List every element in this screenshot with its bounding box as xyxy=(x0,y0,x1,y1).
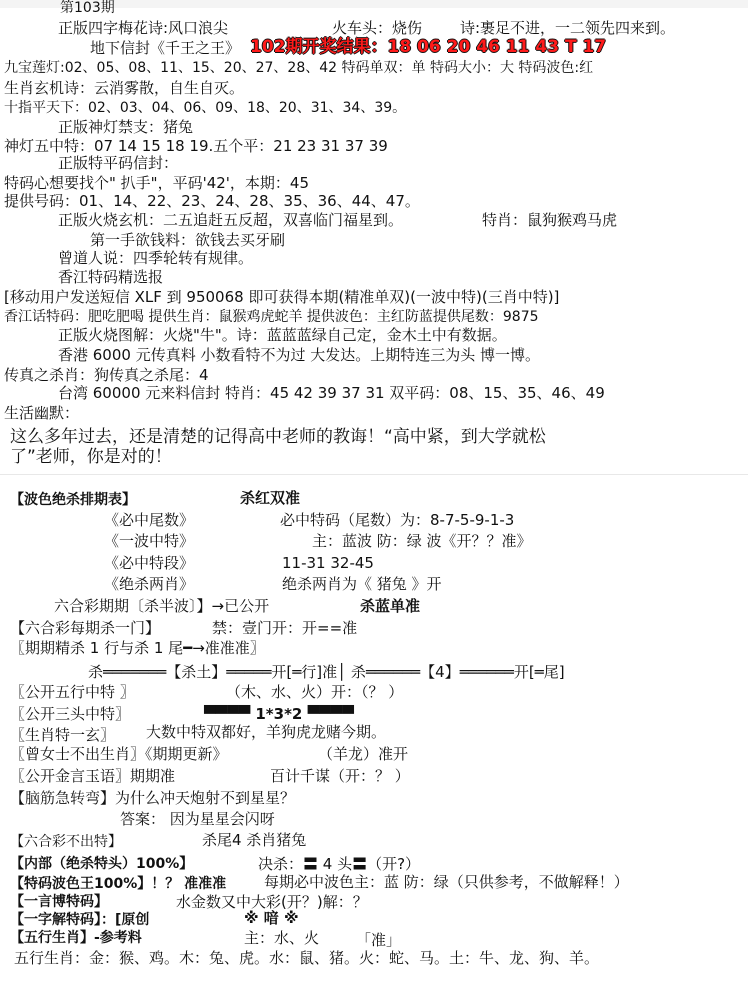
five-elements-zodiac-main: 主：水、火 xyxy=(244,929,320,947)
kill-red-double: 杀红双准 xyxy=(240,489,301,507)
five-elements-zodiac-label: 【五行生肖】-参考料 xyxy=(10,930,142,946)
kill-earth-row: 杀═══════【杀土】═════开[═行]准│ 杀══════【4】══════开[═尾] xyxy=(88,663,565,681)
internal-kill-value: 决杀：〓 4 头〓（开?） xyxy=(258,855,421,873)
brain-teaser-answer: 答案： 因为星星会闪呀 xyxy=(120,810,275,828)
five-elements-value: （木、水、火）开：（？ ） xyxy=(226,683,404,701)
underground-envelope: 地下信封《千王之王》 xyxy=(90,39,241,57)
plum-poem: 正版四字梅花诗:风口浪尖 xyxy=(58,19,229,37)
internal-kill-label: 【内部（绝杀特头）100%】 xyxy=(10,856,194,872)
one-char-label: 【一字解特码】：[原创 xyxy=(10,912,150,928)
kill-one-gate-value: 禁：壹门开：开==准 xyxy=(212,619,358,637)
ms-zeng-value: （羊龙）准开 xyxy=(318,745,409,763)
wave-kill-table-title: 【波色绝杀排期表】 xyxy=(10,492,136,508)
issue-number: 第103期 xyxy=(60,0,115,16)
zodiac-mystery-value: 大数中特双都好，羊狗虎龙赌今期。 xyxy=(146,723,387,741)
one-word-label: 【一言博特码】 xyxy=(10,894,108,910)
brain-teaser-question: 【脑筋急转弯】为什么冲天炮射不到星星？ xyxy=(10,789,296,807)
no-special-value: 杀尾4 杀肖猪兔 xyxy=(202,831,307,849)
fax-kill-zodiac: 传真之杀肖：狗传真之杀尾：4 xyxy=(4,366,209,384)
kill-two-value: 绝杀两肖为《 猪兔 》开 xyxy=(282,575,442,593)
hk-fax-material: 香港 6000 元传真料 小数看特不为过 大发达。上期特连三为头 博一博。 xyxy=(58,346,541,364)
special-zodiac: 特肖：鼠狗猴鸡马虎 xyxy=(482,211,618,229)
kill-blue-single: 杀蓝单准 xyxy=(360,597,421,615)
five-elements-zodiac-mark: 「准」 xyxy=(356,931,402,949)
hongkong-selection: 香江特码精选报 xyxy=(58,268,164,286)
one-wave-value: 主：蓝波 防：绿 波《开？？准》 xyxy=(312,532,532,550)
ten-fingers-line: 十指平天下：02、03、04、06、09、18、20、31、34、39。 xyxy=(4,100,407,116)
xiangjiang-talk: 香江话特码：肥吃肥喝 提供生肖：鼠猴鸡虎蛇羊 提供波色：主红防蓝提供尾数：9875 xyxy=(4,309,539,325)
poem-line: 诗:裹足不进，一二领先四来到。 xyxy=(460,19,676,37)
five-elements-zodiac-list: 五行生肖：金：猴、鸡。木：兔、虎。水：鼠、猪。火：蛇、马。土：牛、龙、狗、羊。 xyxy=(14,949,600,967)
life-humor-title: 生活幽默： xyxy=(4,404,80,422)
fire-mystery: 正版火烧玄机：二五追赶五反超，双喜临门福星到。 xyxy=(58,211,404,229)
lamp-ban: 正版神灯禁支：猪兔 xyxy=(58,118,194,136)
lamp-five-numbers: 神灯五中特：07 14 15 18 19.五个平：21 23 31 37 39 xyxy=(4,137,388,155)
no-special-label: 【六合彩不出特】 xyxy=(10,834,122,850)
zodiac-mystery-poem: 生肖玄机诗：云消雾散，自生自灭。 xyxy=(4,79,245,97)
must-tail-label: 《必中尾数》 xyxy=(104,511,195,529)
humor-text-2: 了”老师，你是对的！ xyxy=(10,447,172,467)
must-segment-label: 《必中特段》 xyxy=(104,554,195,572)
golden-words-value: 百计千谋（开：？ ） xyxy=(270,767,410,785)
special-flat-envelope: 正版特平码信封： xyxy=(58,154,179,172)
one-word-value: 水金数又中大彩(开？)解：？ xyxy=(176,893,368,911)
one-wave-label: 《一波中特》 xyxy=(104,532,195,550)
sms-promo: [移动用户发送短信 XLF 到 950068 即可获得本期(精准单双)(一波中特)(三肖中特)] xyxy=(4,288,560,306)
kill-two-label: 《绝杀两肖》 xyxy=(104,575,195,593)
zodiac-mystery-label: 〖生肖特一玄〗 xyxy=(10,726,116,744)
kill-half-wave: 六合彩期期〔杀半波〕】→已公开 xyxy=(54,597,270,615)
three-heads-label: 〖公开三头中特〗 xyxy=(10,705,131,723)
special-pickpocket: 特码心想要找个" 扒手"，平码'42'，本期：45 xyxy=(4,174,309,192)
fire-diagram: 正版火烧图解：火烧"牛"。诗：蓝蓝蓝绿自己定，金木土中有数据。 xyxy=(58,326,507,344)
one-char-value: ※ 喑 ※ xyxy=(244,909,299,927)
must-tail-value: 必中特码（尾数）为：8-7-5-9-1-3 xyxy=(280,511,515,529)
five-elements-label: 〖公开五行中特 〗 xyxy=(10,683,135,701)
ms-zeng-label: 〖曾女士不出生肖〗《期期更新》 xyxy=(10,745,228,763)
first-hand-info: 第一手欲钱料：欲钱去买牙刷 xyxy=(90,231,286,249)
kill-one-gate-label: 【六合彩每期杀一门】 xyxy=(10,619,161,637)
kill-row-tail-label: 〖期期精杀 1 行与杀 1 尾━→准准准〗 xyxy=(10,639,265,657)
section-divider xyxy=(0,474,748,475)
wave-king-value: 每期必中波色主：蓝 防：绿（只供参考，不做解释！） xyxy=(264,873,629,891)
humor-text-1: 这么多年过去，还是清楚的记得高中老师的教诲！“高中紧，到大学就松 xyxy=(10,427,546,447)
golden-words-label: 〖公开金言玉语〗期期准 xyxy=(10,767,176,785)
nine-lotus-lamp: 九宝莲灯:02、05、08、11、15、20、27、28、42 特码单双：单 特码大小：大 特码波色:红 xyxy=(4,60,594,76)
zeng-says: 曾道人说：四季轮转有规律。 xyxy=(58,249,254,267)
three-heads-value: ▀▀▀▀ 1*3*2 ▀▀▀▀ xyxy=(204,705,354,723)
taiwan-material: 台湾 60000 元来料信封 特肖：45 42 39 37 31 双平码：08、15、35、46、49 xyxy=(58,384,605,402)
provided-numbers: 提供号码：01、14、22、23、24、28、35、36、44、47。 xyxy=(4,192,420,210)
last-draw-result: 102期开奖结果：18 06 20 46 11 43 T 17 xyxy=(250,37,607,57)
train-head: 火车头：烧伤 xyxy=(332,19,423,37)
wave-king-label: 【特码波色王100%】！？ 准准准 xyxy=(10,876,227,892)
must-segment-value: 11-31 32-45 xyxy=(282,554,374,572)
